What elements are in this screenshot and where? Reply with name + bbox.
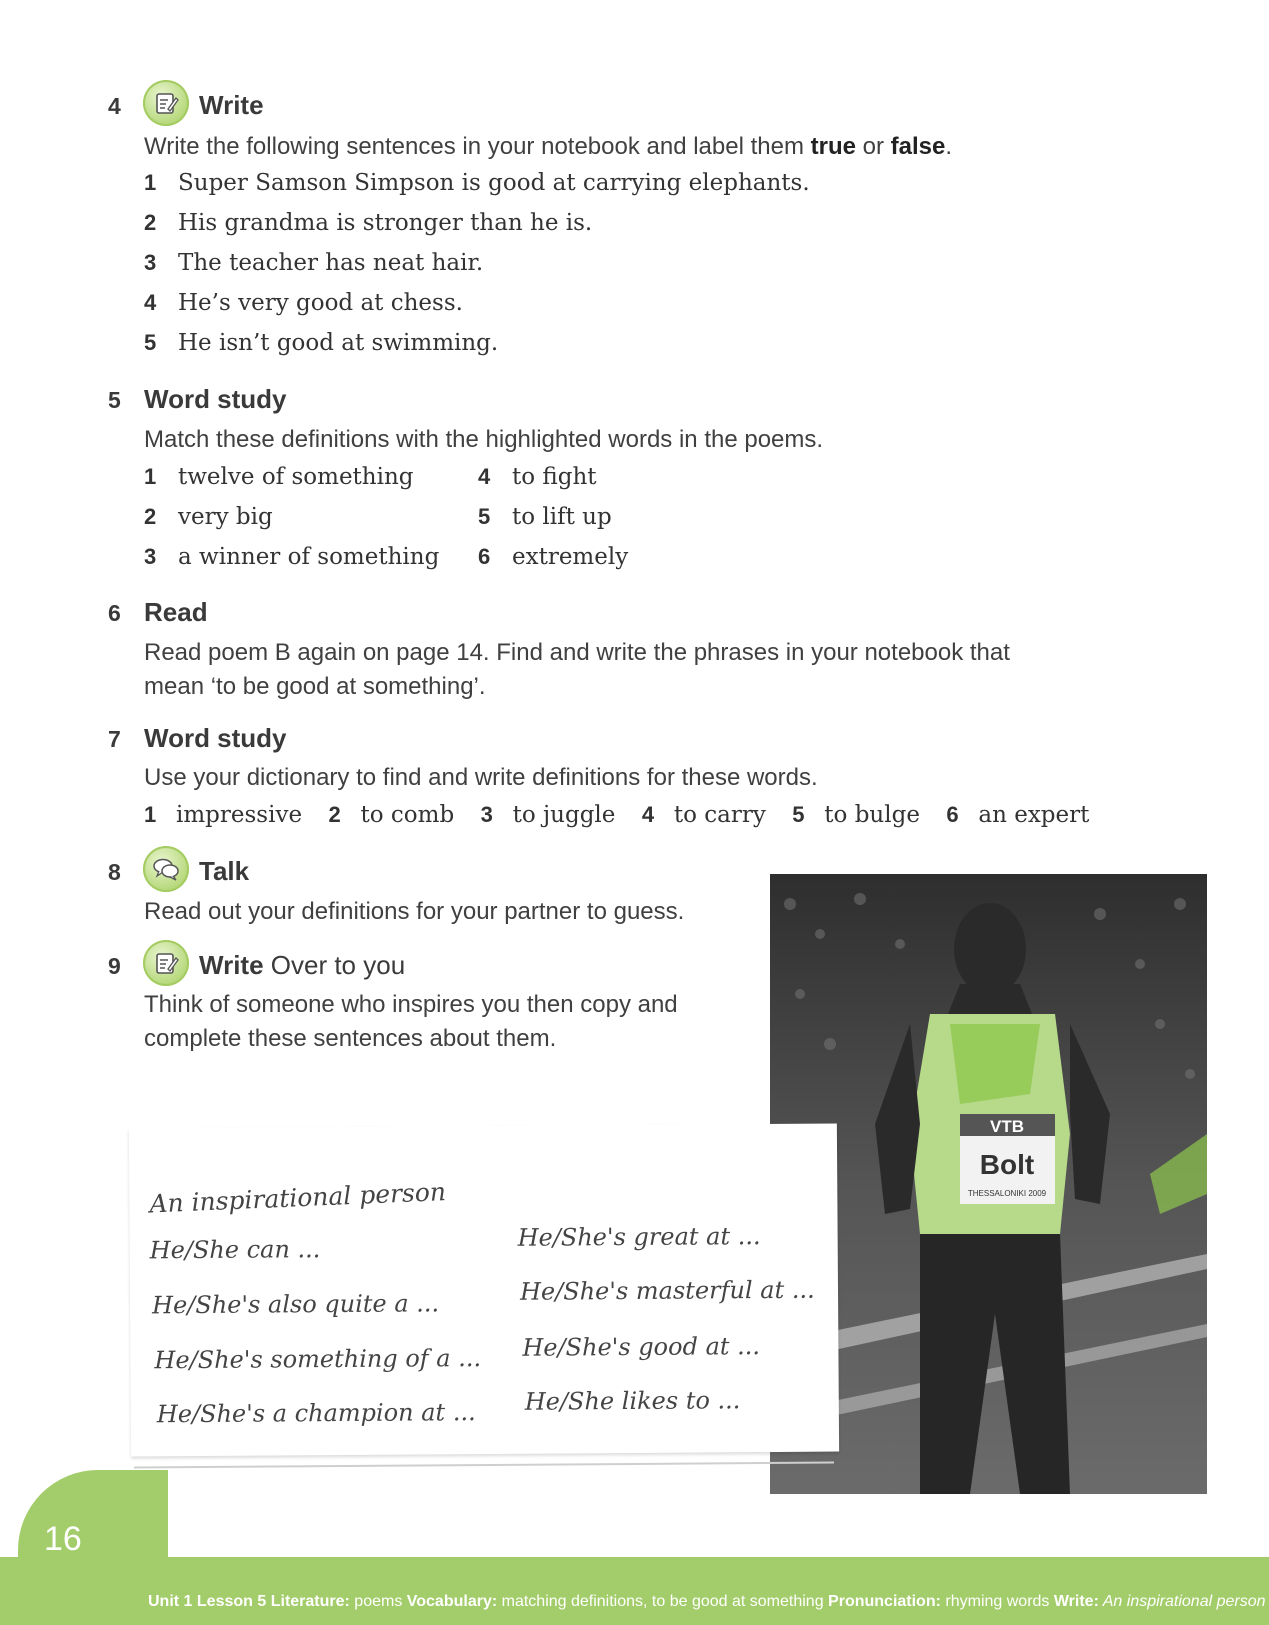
list-item: 2 His grandma is stronger than he is.	[144, 210, 593, 236]
section-8-number: 8	[108, 859, 121, 885]
list-item: 6 extremely	[478, 544, 629, 570]
section-6-instruction-line2: mean ‘to be good at something’.	[144, 673, 486, 700]
speech-bubbles-icon	[143, 846, 189, 892]
note-heading: An inspirational person	[148, 1177, 447, 1219]
note-line: He/She likes to ...	[524, 1386, 741, 1416]
section-9-title: Write Over to you	[199, 950, 406, 980]
section-5-list-left	[144, 464, 439, 584]
list-item: 1 Super Samson Simpson is good at carrying elephants.	[144, 170, 810, 196]
note-line: He/She's a champion at ...	[156, 1398, 476, 1429]
list-item: 4 He’s very good at chess.	[144, 290, 463, 316]
section-5-instruction: Match these definitions with the highlighted words in the poems.	[144, 426, 824, 453]
section-4-instruction: Write the following sentences in your notebook and label them true or false.	[144, 133, 953, 160]
list-item: 5 He isn’t good at swimming.	[144, 330, 499, 356]
section-7-instruction: Use your dictionary to find and write definitions for these words.	[144, 764, 818, 791]
note-line: He/She's great at ...	[517, 1222, 761, 1252]
pencil-notebook-icon	[143, 80, 189, 126]
section-8-title: Talk	[199, 856, 250, 886]
list-item: 1 impressive	[144, 802, 303, 828]
section-9-instruction-line2: complete these sentences about them.	[144, 1025, 557, 1052]
footer-bar	[0, 1557, 1269, 1625]
note-line: He/She can ...	[149, 1235, 321, 1265]
section-4-list	[144, 170, 810, 370]
page-number: 16	[44, 1520, 82, 1558]
section-7-number: 7	[108, 726, 121, 752]
list-item: 3 to juggle	[480, 802, 616, 828]
note-line: He/She's also quite a ...	[152, 1289, 440, 1320]
section-7-title: Word study	[144, 723, 287, 753]
section-6-instruction-line1: Read poem B again on page 14. Find and write the phrases in your notebook that	[144, 639, 1010, 666]
divider	[134, 1462, 834, 1469]
list-item: 4 to fight	[478, 464, 597, 490]
section-5-number: 5	[108, 387, 121, 413]
list-item: 5 to bulge	[792, 802, 920, 828]
list-item: 1 twelve of something	[144, 464, 414, 490]
page-number-tab	[18, 1470, 168, 1625]
section-5-title: Word study	[144, 384, 287, 414]
list-item: 2 to comb	[328, 802, 455, 828]
section-7-word-list	[144, 802, 1089, 828]
list-item: 4 to carry	[641, 802, 766, 828]
list-item: 3 The teacher has neat hair.	[144, 250, 484, 276]
section-8-instruction: Read out your definitions for your partner to guess.	[144, 898, 685, 925]
section-4-number: 4	[108, 93, 121, 119]
pencil-notebook-icon	[143, 940, 189, 986]
section-9-instruction-line1: Think of someone who inspires you then copy and	[144, 991, 678, 1018]
list-item: 5 to lift up	[478, 504, 612, 530]
note-line: He/She's masterful at ...	[519, 1275, 815, 1306]
note-line: He/She's something of a ...	[154, 1344, 482, 1375]
list-item: 3 a winner of something	[144, 544, 440, 570]
note-line: He/She's good at ...	[522, 1332, 761, 1362]
section-5-list-right	[478, 464, 628, 584]
section-6-title: Read	[144, 597, 208, 627]
bib-name: Bolt	[979, 1149, 1035, 1180]
section-6-number: 6	[108, 600, 121, 626]
bib-event: THESSALONIKI 2009	[967, 1189, 1047, 1198]
bib-brand: VTB	[990, 1117, 1024, 1136]
footer-lesson-info: Unit 1 Lesson 5 Literature: poems Vocabulary: matching definitions, to be good at something Pronunciation: rhyming words Write: An inspirational person	[148, 1593, 1266, 1610]
list-item: 2 very big	[144, 504, 273, 530]
section-9-number: 9	[108, 953, 121, 979]
note-card	[129, 1124, 839, 1457]
list-item: 6 an expert	[946, 802, 1090, 828]
section-4-title: Write	[199, 90, 264, 120]
